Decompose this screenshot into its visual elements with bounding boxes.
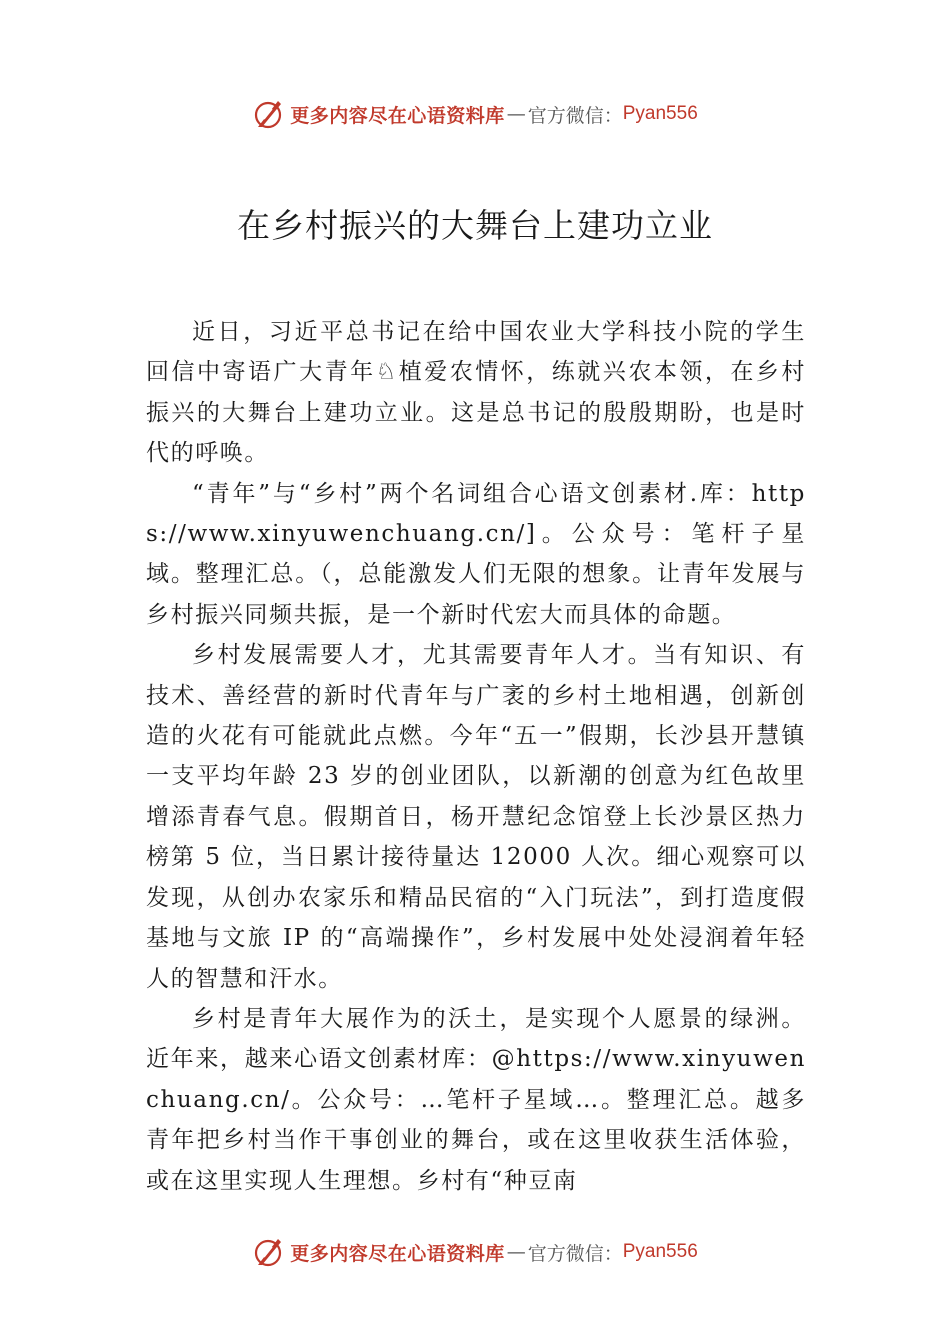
banner-dash: — bbox=[506, 103, 526, 125]
quill-logo-icon bbox=[252, 1235, 286, 1269]
paragraph-4: 乡村是青年大展作为的沃土，是实现个人愿景的绿洲。近年来，越来心语文创素材库：@https://www.xinyuwenchuang.cn/。公众号：…笔杆子星域…。整理汇总。越多青年把乡村当作干事创业的舞台，或在这里收获生活体验，或在这里实现人生理想。乡村有“种豆南 bbox=[146, 1005, 806, 1194]
page-title: 在乡村振兴的大舞台上建功立业 bbox=[237, 206, 713, 245]
banner-wechat-label: 官方微信： bbox=[527, 104, 623, 127]
paragraph-3: 乡村发展需要人才，尤其需要青年人才。当有知识、有技术、善经营的新时代青年与广袤的乡村土地相遇，创新创造的火花有可能就此点燃。今年“五一”假期，长沙县开慧镇一支平均年龄 23 岁的创业团队，以新潮的创意为红色故里增添青春气息。假期首日，杨开慧纪念馆登上长沙景区热力榜第 5 位，当日累计接待量达 12000 人次。细心观察可以发现，从创办农家乐和精品民宿的“入门玩法”，到打造度假基地与文旅 IP 的“高端操作”，乡村发展中处处浸润着年轻人的智慧和汗水。 bbox=[146, 642, 806, 992]
header-banner bbox=[0, 96, 950, 132]
banner-wechat-id: Pyan556 bbox=[622, 1241, 698, 1262]
banner-dash: — bbox=[506, 1241, 526, 1263]
footer-banner bbox=[0, 1234, 950, 1270]
banner-brand: 更多内容尽在心语资料库 bbox=[290, 104, 505, 127]
banner-brand: 更多内容尽在心语资料库 bbox=[290, 1242, 505, 1265]
quill-logo-icon bbox=[252, 97, 286, 131]
banner-wechat-id: Pyan556 bbox=[622, 103, 698, 124]
banner-wechat-label: 官方微信： bbox=[527, 1242, 623, 1265]
paragraph-2: “青年”与“乡村”两个名词组合心语文创素材.库：https://www.xinyuwenchuang.cn/]。公众号：笔杆子星域。整理汇总。（，总能激发人们无限的想象。让青年发展与乡村振兴同频共振，是一个新时代宏大而具体的命题。 bbox=[146, 480, 806, 628]
paragraph-1: 近日，习近平总书记在给中国农业大学科技小院的学生回信中寄语广大青年♘植爱农情怀，练就兴农本领，在乡村振兴的大舞台上建功立业。这是总书记的殷殷期盼，也是时代的呼唤。 bbox=[146, 319, 806, 467]
article-body bbox=[146, 312, 806, 1201]
